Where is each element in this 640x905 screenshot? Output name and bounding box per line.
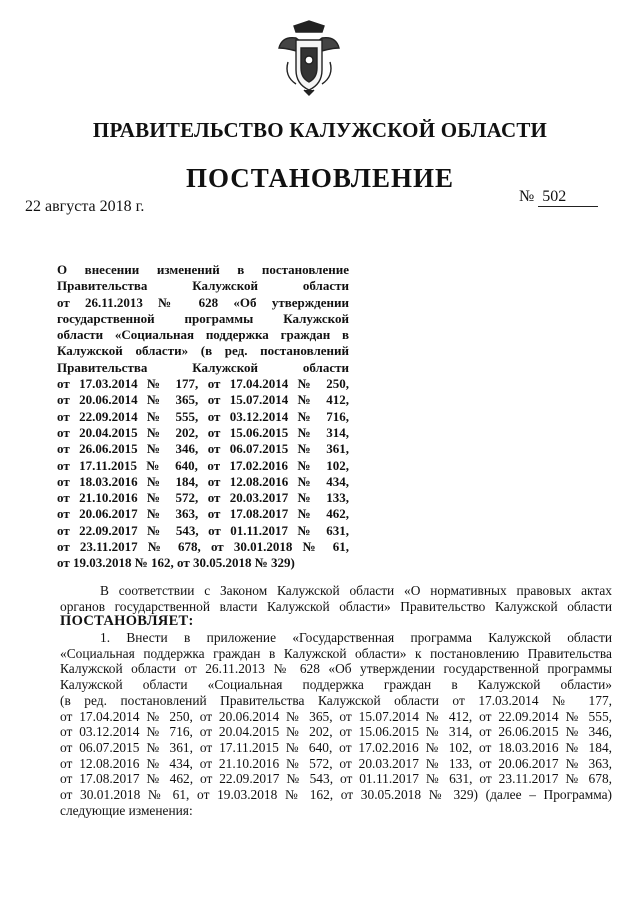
subject-line: от 23.11.2017 № 678, от 30.01.2018 № 61, [57,539,349,555]
subject-line: от 17.11.2015 № 640, от 17.02.2016 № 102, [57,457,349,473]
body-line: от 06.07.2015 № 361, от 17.11.2015 № 640, от 17.02.2016 № 102, от 18.03.2016 № 184, [60,739,612,755]
subject-line: от 20.04.2015 № 202, от 15.06.2015 № 314, [57,424,349,440]
subject-line: от 18.03.2016 № 184, от 12.08.2016 № 434, [57,473,349,489]
subject-line: Правительства Калужской области [57,278,349,294]
body-line: 1. Внести в приложение «Государственная программа Калужской области [100,630,612,646]
number-label: № [519,188,535,205]
document-number [519,188,598,207]
body-line: органов государственной власти Калужской области» Правительство Калужской области [60,598,612,614]
subject-line: от 22.09.2014 № 555, от 03.12.2014 № 716, [57,408,349,424]
coat-of-arms-icon [274,18,344,96]
subject-line: О внесении изменений в постановление [57,262,349,277]
subject-line: от 19.03.2018 № 162, от 30.05.2018 № 329) [57,555,295,571]
subject-line: от 17.03.2014 № 177, от 17.04.2014 № 250, [57,376,349,392]
document-type: ПОСТАНОВЛЕНИЕ [185,163,455,193]
body-line: от 12.08.2016 № 434, от 21.10.2016 № 572, от 20.03.2017 № 133, от 20.06.2017 № 363, [60,755,612,771]
subject-line: от 26.11.2013 № 628 «Об утверждении [57,294,349,310]
organization-title: ПРАВИТЕЛЬСТВО КАЛУЖСКОЙ ОБЛАСТИ [92,118,548,142]
body-line: В соответствии с Законом Калужской области «О нормативных правовых актах [100,583,612,598]
subject-line: области «Социальная поддержка граждан в [57,327,349,343]
body-line: от 17.08.2017 № 462, от 22.09.2017 № 543, от 01.11.2017 № 631, от 23.11.2017 № 678, [60,771,612,787]
body-line: от 30.01.2018 № 61, от 19.03.2018 № 162, от 30.05.2018 № 329) (далее – Программа) [60,786,612,802]
body-line: Калужской области от 26.11.2013 № 628 «Об утверждении государственной программы [60,661,612,677]
body-line: следующие изменения: [60,802,193,818]
subject-line: от 21.10.2016 № 572, от 20.03.2017 № 133, [57,490,349,506]
resolves-heading: ПОСТАНОВЛЯЕТ: [60,614,194,630]
body-line: Калужской области «Социальная поддержка граждан в Калужской области» [60,677,612,693]
subject-line: от 22.09.2017 № 543, от 01.11.2017 № 631, [57,522,349,538]
subject-block [57,262,349,572]
subject-line: от 26.06.2015 № 346, от 06.07.2015 № 361, [57,441,349,457]
body-line: «Социальная поддержка граждан в Калужской области» к постановлению Правительства [60,645,612,661]
subject-line: Калужской области» (в ред. постановлений [57,343,349,359]
document-date: 22 августа 2018 г. [25,198,145,215]
body-line: от 03.12.2014 № 716, от 20.04.2015 № 202, от 15.06.2015 № 314, от 26.06.2015 № 346, [60,724,612,740]
subject-line: от 20.06.2014 № 365, от 15.07.2014 № 412, [57,392,349,408]
body-line: (в ред. постановлений Правительства Калужской области от 17.03.2014 № 177, [60,692,612,708]
subject-line: от 20.06.2017 № 363, от 17.08.2017 № 462, [57,506,349,522]
number-value: 502 [538,188,598,207]
body-text [60,583,612,818]
subject-line: государственной программы Калужской [57,310,349,326]
body-line: от 17.04.2014 № 250, от 20.06.2014 № 365, от 15.07.2014 № 412, от 22.09.2014 № 555, [60,708,612,724]
subject-line: Правительства Калужской области [57,359,349,375]
